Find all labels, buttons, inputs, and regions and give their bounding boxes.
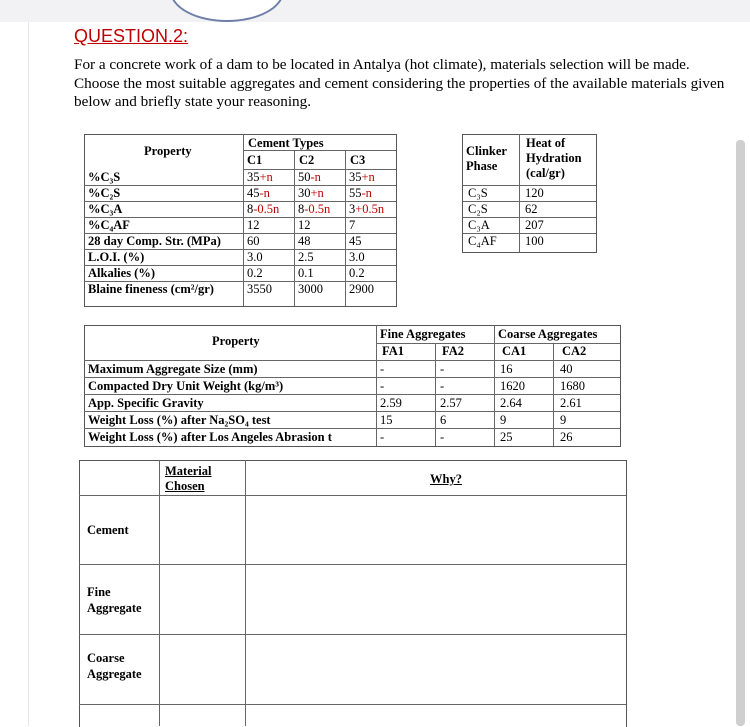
answer-input-fine-material[interactable] [160,565,244,633]
aggregate-cell: 15 [380,413,393,427]
cement-cell: 8-0.5n [247,202,280,216]
aggregate-cell: - [440,430,445,444]
answer-row-fine-aggregate: Fine Aggregate [87,585,142,615]
aggregate-cell: - [380,430,385,444]
aggregate-property-header: Property [212,334,260,348]
cement-row-label: %C₂S [88,186,121,200]
aggregate-row-label: Weight Loss (%) after Na₂SO₄ test [88,413,271,427]
agg-col-ca2: CA2 [562,344,587,358]
clinker-phase-cell: C₃S [468,186,488,200]
cement-row-label: L.O.I. (%) [88,250,145,264]
cement-row-label: %C₃S [88,170,121,184]
answer-input-coarse-material[interactable] [160,635,244,703]
answer-input-fine-why[interactable] [246,565,624,633]
cement-cell: 3.0 [247,250,263,264]
question-text: For a concrete work of a dam to be located in Antalya (hot climate), materials selection will be made. Choose the most suitable aggregates and cement considering the properties of the available materials given below and briefly state your reasoning. [74,56,725,110]
aggregate-cell: 9 [560,413,567,427]
clinker-table [462,134,596,252]
cement-property-header: Property [144,144,192,158]
cement-cell: 48 [298,234,311,248]
cement-cell: 0.1 [298,266,314,280]
heat-value-cell: 120 [525,186,544,200]
agg-col-fa1: FA1 [382,344,404,358]
cement-cell: 2900 [349,282,374,296]
aggregate-row-label: Compacted Dry Unit Weight (kg/m³) [88,379,284,393]
coarse-aggregates-header: Coarse Aggregates [498,327,598,341]
cement-cell: 35+n [247,170,273,184]
clinker-phase-header: Clinker Phase [466,144,507,173]
aggregate-cell: 16 [500,362,513,376]
cement-cell: 8-0.5n [298,202,331,216]
heat-value-cell: 100 [525,234,544,248]
aggregate-cell: 9 [500,413,507,427]
cement-table [84,134,396,306]
aggregate-cell: 1680 [560,379,585,393]
aggregate-cell: - [440,362,445,376]
cement-cell: 45-n [247,186,270,200]
answer-input-coarse-why[interactable] [246,635,624,703]
why-header: Why? [430,472,462,486]
cement-cell: 7 [349,218,356,232]
answer-row-coarse-aggregate: Coarse Aggregate [87,651,142,681]
cement-row-label: Alkalies (%) [88,266,156,280]
cement-cell: 2.5 [298,250,314,264]
cement-cell: 3000 [298,282,323,296]
cement-row-label: 28 day Comp. Str. (MPa) [88,234,221,248]
agg-col-ca1: CA1 [502,344,527,358]
cement-cell: 0.2 [349,266,365,280]
cement-cell: 60 [247,234,260,248]
cement-cell: 12 [247,218,260,232]
aggregate-cell: 2.59 [380,396,402,410]
cement-cell: 3.0 [349,250,365,264]
aggregate-cell: - [380,362,385,376]
clinker-phase-cell: C₂S [468,202,488,216]
aggregate-cell: 26 [560,430,573,444]
answer-table [79,460,626,726]
aggregate-cell: - [380,379,385,393]
aggregate-cell: 40 [560,362,573,376]
cement-cell: 12 [298,218,311,232]
aggregate-cell: 25 [500,430,513,444]
answer-row-cement: Cement [87,523,129,537]
heat-of-hydration-header: Heat of Hydration (cal/gr) [526,136,582,180]
material-chosen-header: Material Chosen [165,464,212,493]
cement-cell: 50-n [298,170,321,184]
cement-types-header: Cement Types [248,136,324,150]
cement-row-label: %C₃A [88,202,123,216]
heat-value-cell: 207 [525,218,544,232]
fine-aggregates-header: Fine Aggregates [380,327,466,341]
cement-col-c2: C2 [299,153,315,167]
cement-cell: 3+0.5n [349,202,385,216]
aggregate-cell: 1620 [500,379,525,393]
aggregate-row-label: Maximum Aggregate Size (mm) [88,362,258,376]
cement-row-label: %C₄AF [88,218,130,232]
cement-col-c3: C3 [350,153,366,167]
cement-cell: 35+n [349,170,375,184]
aggregate-cell: 2.64 [500,396,522,410]
cement-cell: 0.2 [247,266,263,280]
aggregate-cell: 6 [440,413,447,427]
aggregate-row-label: App. Specific Gravity [88,396,204,410]
aggregate-cell: - [440,379,445,393]
viewer-top-bar [0,0,750,22]
agg-col-fa2: FA2 [442,344,464,358]
clinker-phase-cell: C₄AF [468,234,497,248]
answer-input-cement-why[interactable] [246,496,624,563]
answer-input-cement-material[interactable] [160,496,244,563]
cement-cell: 45 [349,234,362,248]
aggregate-cell: 2.57 [440,396,462,410]
heat-value-cell: 62 [525,202,538,216]
aggregate-row-label: Weight Loss (%) after Los Angeles Abrasion t [88,430,332,444]
aggregate-table [84,325,620,446]
clinker-phase-cell: C₃A [468,218,490,232]
aggregate-cell: 2.61 [560,396,582,410]
question-title: QUESTION.2: [74,26,189,46]
scrollbar[interactable] [736,140,745,726]
cement-col-c1: C1 [247,153,263,167]
cement-cell: 30+n [298,186,324,200]
cement-row-label: Blaine fineness (cm²/gr) [88,282,214,296]
cement-cell: 3550 [247,282,272,296]
cement-cell: 55-n [349,186,372,200]
